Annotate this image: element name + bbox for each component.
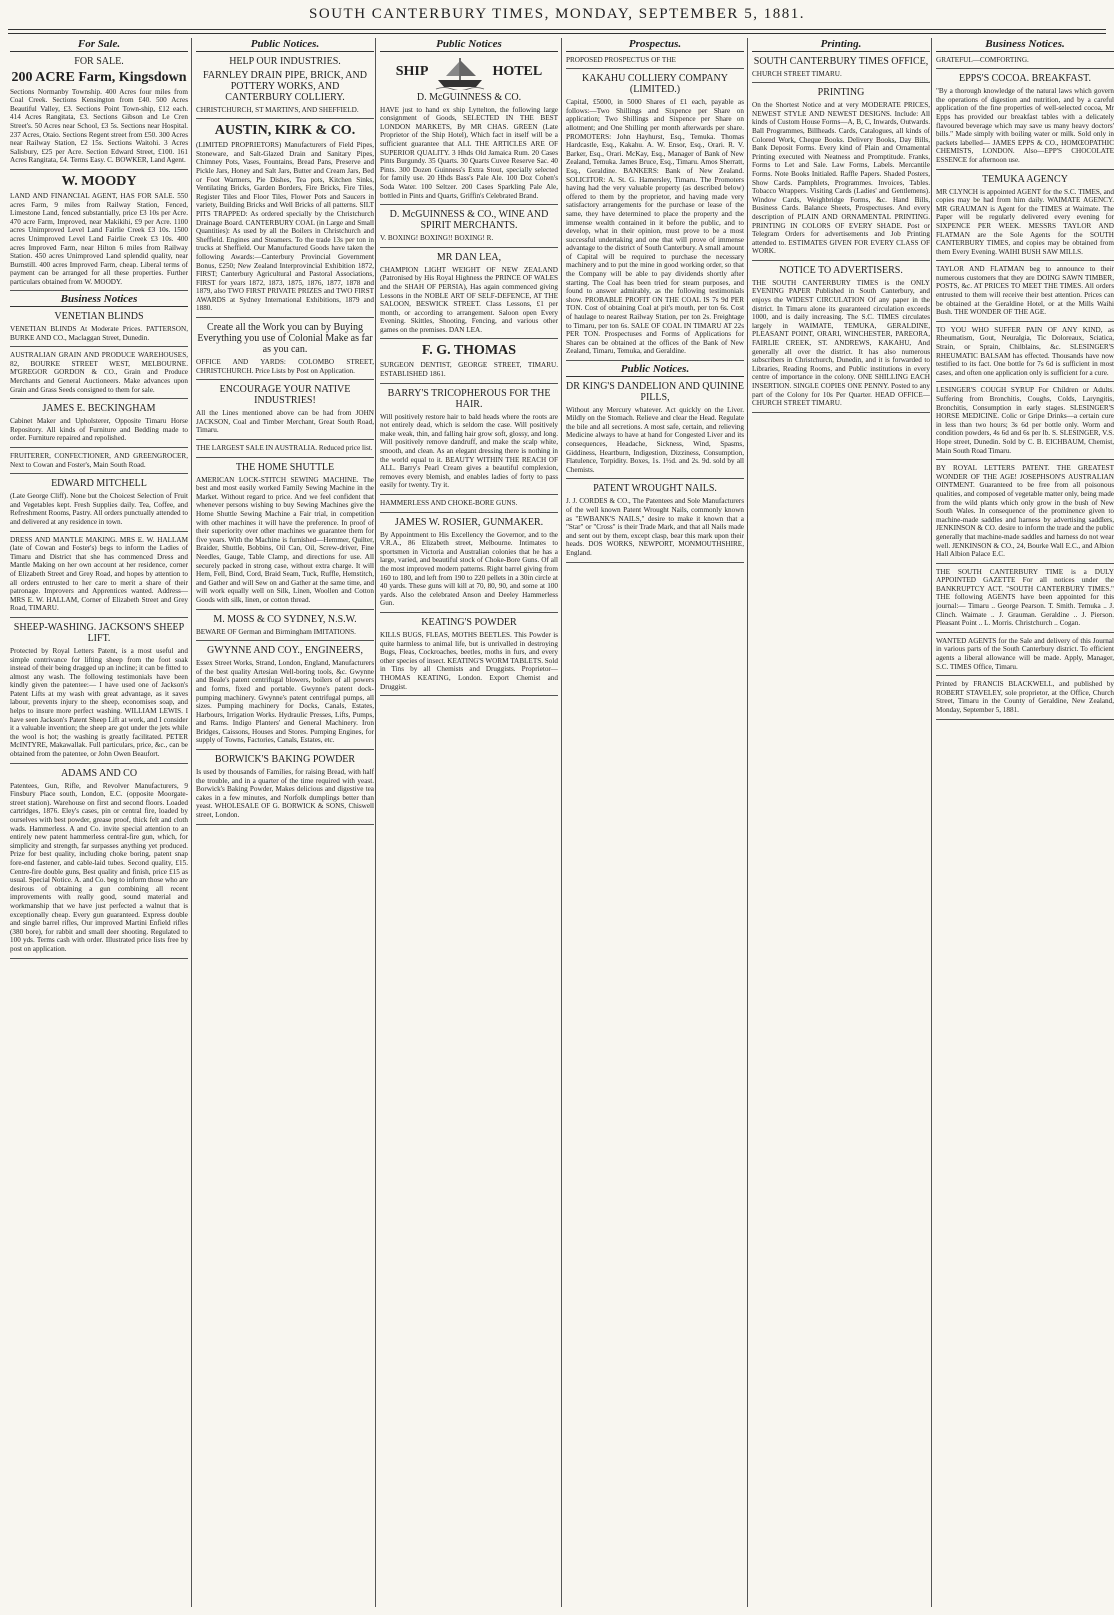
ad-divider — [196, 379, 374, 380]
advertisement-title: 200 ACRE Farm, Kingsdown — [11, 69, 187, 85]
advertisement-text: PROPOSED PROSPECTUS OF THE — [566, 55, 676, 64]
ad-divider — [380, 512, 558, 513]
advertisement-title: GWYNNE AND COY., ENGINEERS, — [207, 645, 363, 657]
advertisement-title: BARRY'S TRICOPHEROUS FOR THE HAIR. — [387, 387, 551, 410]
ad-divider — [936, 675, 1114, 676]
ad-divider — [380, 383, 558, 384]
advertisement-text: By Appointment to His Excellency the Governor, and to the V.R.A., 86 Elizabeth street, Melbourne. Intimates to sportsmen in Victoria and Australian colonies that he has a large, varied, and beautiful stock of Choke-Bore Guns. Of all the most improved modern patterns. Right barrel giving from 160 to 180, and left from 190 to 220 pellets in a 30in circle at 40 yards. These guns will kill at 70, 80, 90, and some at 100 yards. Also the celebrated Anson and Deeley Hammerless Gun. — [380, 530, 558, 608]
advertisement-title: PRINTING — [817, 87, 865, 99]
ad-divider — [10, 763, 188, 764]
advertisement-title: JAMES W. ROSIER, GUNMAKER. — [394, 516, 544, 528]
ad-divider — [752, 412, 930, 413]
ad-divider — [196, 118, 374, 119]
ad-divider — [196, 439, 374, 440]
ad-divider — [936, 719, 1114, 720]
advertisement-text: GRATEFUL—COMFORTING. — [936, 55, 1029, 64]
ad-divider — [10, 346, 188, 347]
advertisement-title: PATENT WROUGHT NAILS. — [593, 483, 717, 495]
ad-divider — [566, 360, 744, 361]
advertisement-text: Is used by thousands of Families, for raising Bread, with half the trouble, and in a quarter of the time required with yeast. Borwick's Baking Powder, Makes delicious and digestive tea cakes in a few minutes, and Norfolk dumplings better than yeast. WHOLESALE OF G. BORWICK & SONS, Chiswell street, London. — [196, 768, 374, 820]
ad-divider — [566, 478, 744, 479]
advertisement-text: AUSTRALIAN GRAIN AND PRODUCE WAREHOUSES, 82, BOURKE STREET WEST, MELBOURNE. M'GREGOR GORDON & CO., Grain and Produce Merchants and General Auctioneers. Make advances upon Grain and Grass Seeds consigned to them for sale. — [10, 351, 188, 394]
advertisement-text: Cabinet Maker and Upholsterer, Opposite Timaru Horse Repository. All kinds of Furniture and Bedding made to order. Furniture repaired and repolished. — [10, 417, 188, 443]
advertisement-text: DRESS AND MANTLE MAKING. MRS E. W. HALLAM (late of Cowan and Foster's) begs to inform the Ladies of Timaru and District that she has commenced Dress and Mantle Making on her own account at her residence, corner of Elizabeth Street and Grey Road, and hopes by attention to all orders entrusted to her care to merit a share of their patronage. Improvers and Apprentices wanted. Address— MRS E. W. HALLAM, Corner of Elizabeth Street and Grey Road, TIMARU. — [10, 535, 188, 613]
advertisement-text: VENETIAN BLINDS At Moderate Prices. PATTERSON, BURKE AND CO., Maclaggan Street, Dunedin. — [10, 325, 188, 342]
ad-divider — [10, 447, 188, 448]
advertisement-text: MR CLYNCH is appointed AGENT for the S.C. TIMES, and copies may be had from him daily. WAIMATE AGENCY. MR GRAUMAN is Agent for the TIMES at Waimate. The Paper will be regularly delivered every evening for SIXPENCE PER WEEK. MESSRS TAYLOR AND FLATMAN are the Sole Agents for the SOUTH CANTERBURY TIMES, and copies may be obtained from them Every Evening. WAIHI BUSH SAW MILLS. — [936, 187, 1114, 256]
ad-divider — [936, 169, 1114, 170]
column-divider — [375, 38, 376, 1607]
column-divider — [561, 38, 562, 1607]
advertisement-text: Without any Mercury whatever. Act quickly on the Liver. Mildly on the Stomach. Relieve and clear the Head. Regulate the bile and all secretions. A most safe, certain, and relieving Medicine always to have at hand for Congested Liver and its consequences, Headache, Sickness, Wind, Spasms, Giddiness, Heartburn, Indigestion, Dizziness, Consumption, Flatulence, Torpidity. Boxes, 1s. 1½d. and 2s. 9d. sold by all Chemists. — [566, 405, 744, 474]
advertisement-title: EPPS'S COCOA. BREAKFAST. — [958, 73, 1092, 85]
masthead-rule — [8, 29, 1106, 30]
advertisement-title: NOTICE TO ADVERTISERS. — [779, 264, 903, 276]
advertisement-text: All the Lines mentioned above can be had from JOHN JACKSON, Coal and Timber Merchant, Great South Road, Timaru. — [196, 409, 374, 435]
section-heading: Business Notices — [10, 295, 188, 307]
ship-icon — [434, 56, 486, 90]
column-2 — [196, 40, 374, 1608]
advertisement-text: TO YOU WHO SUFFER PAIN OF ANY KIND, as Rheumatism, Gout, Neuralgia, Tic Doloreaux, Sciatica, Strain, or Sprain, Chilblains, &c. SLESINGER'S RHEUMATIC BALSAM has effected. Thousands have now testified to its fact. One bottle for 7s 6d is sufficient in most cases, and often one application only is sufficient for a cure. — [936, 325, 1114, 377]
advertisement-title: JAMES E. BECKINGHAM — [42, 403, 156, 415]
column-heading: Printing. — [752, 40, 930, 52]
ad-divider — [566, 562, 744, 563]
ad-divider — [380, 494, 558, 495]
masthead: SOUTH CANTERBURY TIMES, MONDAY, SEPTEMBER 5, 1881. — [309, 6, 805, 22]
advertisement-title: KAKAHU COLLIERY COMPANY (LIMITED.) — [582, 73, 728, 96]
ad-divider — [196, 824, 374, 825]
advertisement-title: W. MOODY — [61, 173, 137, 189]
advertisement-title: MR DAN LEA, — [436, 251, 502, 263]
section-heading: Public Notices. — [566, 365, 744, 377]
ad-divider — [936, 563, 1114, 564]
ad-divider — [10, 473, 188, 474]
advertisement-text: FRUITERER, CONFECTIONER, AND GREENGROCER, Next to Cowan and Foster's, Main South Road. — [10, 452, 188, 469]
advertisement-text: THE SOUTH CANTERBURY TIMES is the ONLY EVENING PAPER Published in South Canterbury, and enjoys the WIDEST CIRCULATION Of any paper in the district. In Timaru alone its guaranteed circulation exceeds 1000, and is daily increasing. The S.C. TIMES circulates largely in WAIMATE, TEMUKA, GERALDINE, PLEASANT POINT, ORARI, WINCHESTER, PAREORA, FAIRLIE CREEK, ST. ANDREWS, KAKAHU, And generally all over the district. It has also numerous subscribers in Christchurch, Dunedin, and it is forwarded to Libraries, Reading Rooms, and Public institutions in every centre of importance in the colony. ONE SHILLING EACH INSERTION. SINGLE COPIES ONE PENNY. Posted to any part of the Colony for 10s Per Quarter. HEAD OFFICE— CHURCH STREET TIMARU. — [752, 278, 930, 408]
advertisement-title: M. MOSS & CO SYDNEY, N.S.W. — [213, 613, 357, 625]
advertisement-text: CHRISTCHURCH, ST MARTIN'S, AND SHEFFIELD. — [196, 105, 359, 114]
ad-divider — [10, 958, 188, 959]
advertisement-text: Capital, £5000, in 5000 Shares of £1 each, payable as follows:—Two Shillings and Sixpence per Share on application; Two Shillings and Sixpence per Share on allotment; and One Shilling per month afterwards per share. PROMOTERS: John Hayhurst, Esq., Temuka. Thomas Hardcastle, Esq., Kakahu. A. W. Ensor, Esq., Orari. R. V. Barker, Esq., Orari. McKay, Esq., Manager of Bank of New Zealand, Temuka. James Bruce, Esq., Timaru. Amos Sherratt, Esq., Geraldine. BANKERS: Bank of New Zealand. SOLICITOR: A. St. G. Hamersley, Timaru. The Promoters having had the very valuable property (as described below) offered to them by the proprietor, and having made very satisfactory arrangements for the purchase or lease of the same, they have determined to place the property and the immense wealth contained in it before the public, and to develop, what in their opinion, must prove to be a most successful undertaking and one that will prove of immense advantage to the district of South Canterbury. A small amount of Capital will be required to purchase the necessary machinery and to put the mine in good working order, so that the Company will be able to pay dividends shortly after starting. The Coal has been tried for steam purposes, and found to answer admirably, as the following testimonials show. PROBABLE PROFIT ON THE COAL IS 7s 9d PER TON. Cost of obtaining Coal at pit's mouth, per ton 6s. Cost of haulage to nearest Railway Station, per ton 2s. Freightage to Timaru, per ton 6s. SALE OF COAL IN TIMARU AT 22s PER TON. Prospectuses and Forms of Applications for Shares can be obtained at the offices of the Bank of New Zealand, Timaru, Temuka, and Geraldine. — [566, 98, 744, 356]
column-6 — [936, 40, 1114, 1608]
ad-divider — [380, 204, 558, 205]
ad-divider — [936, 321, 1114, 322]
column-divider — [191, 38, 192, 1607]
ad-divider — [196, 749, 374, 750]
advertisement-text: BEWARE OF German and Birmingham IMITATIONS. — [196, 627, 356, 636]
ad-divider — [10, 169, 188, 170]
advertisement-text: On the Shortest Notice and at very MODERATE PRICES, NEWEST STYLE AND NEWEST DESIGNS. Include: All kinds of Custom House Forms—A, B, C, Inwards, Outwards. Ball Programmes, Billheads. Cards, Catalogues, all kinds of Colored Work, Cheque Books. Delivery Books, Day Bills, Bank Deposit Forms. Every kind of Plain and Ornamental Printing executed with Neatness and Promptitude. Franks, Forms to Let and Sale. Law Forms, Labels. Mercantile Forms. Note Books Initialed. Raffle Papers. Shaded Posters, Show Cards. Pamphlets, Programmes. Invoices, Tables. Tobacco Wrappers. Visiting Cards (Ladies' and Gentlemens). Window Cards, Weighbridge Forms, &c. Hand Bills, Business Cards. Balance Sheets, Prospectuses. And every description of PLAIN AND ORNAMENTAL PRINTING. PRINTING IN COLORS OF EVERY SHADE. Post or Telegram Orders for advertisements and Job Printing attended to. ESTIMATES GIVEN FOR EVERY CLASS OF WORK. — [752, 101, 930, 256]
advertisement-title: Create all the Work you can by Buying Everything you use of Colonial Make as far as you can. — [197, 322, 373, 356]
advertisement-text: Will positively restore hair to bald heads where the roots are not entirely dead, which is seldom the case. Will positively make weak, thin, and falling hair grow soft, glossy, and long. Will positively remove dandruff, and make the scalp white, smooth, and clean. As an elegant dressing there is nothing in the world equal to it. BEAUTY WITHIN THE REACH OF ALL. Barry's Pearl Cream gives a beautiful complexion, removes every blemish, and enables ladies of forty to pass easily for twenty. Try it. — [380, 412, 558, 490]
advertisement-title: DR KING'S DANDELION AND QUININE PILLS, — [566, 380, 744, 403]
advertisement-text: Sections Normanby Township. 400 Acres four miles from Coal Creek. Sections Kensington from £40. 500 Acres Beautiful Valley, £3. Sections Point Town-ship, £12 each. 414 Acres Rangitata, £3. Sections Gibson and Le Cren Street's. 50 Acres near School, £3 5s. Sections near Hospital. 237 Acres, Otaio. Sections Regent street from £50. 300 Acres near Railway Station, £2 15s. Sections Waitohi. 3 Acres Salisbury, £25 per Acre. Section Edward Street, £100. 161 Acres Rangitata, £4. Terms Easy. C. BOWKER, Land Agent. — [10, 87, 188, 165]
advertisement-text: AMERICAN LOCK-STITCH SEWING MACHINE. The best and most easily worked Family Sewing Machine in the Market. Without regard to price. And we feel confident that whenever persons wishing to buy Sewing Machines give the Home Shuttle Sewing Machine a Fair trial, in competition with other machines it will have the preference. In proof of their superiority over other machines we guarantee them for five years. With the Machine is furnished—Hemmer, Quilter, Braider, Shuttle, Bobbins, Oil Can, Oil, Screw-driver, Fine Needles, Gauge, Table Clamp, and directions for use. All securely packed in strong case, without extra charge. It will Hem, Fell, Bind, Cord, Braid Seam, Tuck, Ruffle, Hemstitch, and Gather and will Sew on and Gather at the same time, and will work equally well on Silk, Linen, Woollen and Cotton Goods with silk, linen, or cotton thread. — [196, 475, 374, 604]
ship-hotel-header — [380, 56, 558, 90]
ad-divider — [196, 317, 374, 318]
advertisement-title: F. G. THOMAS — [421, 343, 517, 359]
advertisement-title: AUSTIN, KIRK & CO. — [214, 123, 356, 139]
column-divider — [931, 38, 932, 1607]
advertisement-title: ADAMS AND CO — [60, 767, 138, 779]
ship-hotel-word: HOTEL — [492, 64, 543, 80]
ad-divider — [380, 695, 558, 696]
advertisement-text: LESINGER'S COUGH SYRUP For Children or Adults. Suffering from Bronchitis, Coughs, Colds, Laryngitis, Bronchitis, Consumption in early stages. SLESINGER'S HORSE MEDICINE. Colic or Gripe Drinks—a certain cure in less than two hours; 3s 6d per bottle only. Worm and condition powders, 4s 6d and 6s per lb. S. SLESINGER, V.S. Hope street, Dunedin. Sold by C. B. EICHBAUM, Chemist, Main South Road Timaru. — [936, 386, 1114, 455]
ad-divider — [196, 640, 374, 641]
ad-divider — [936, 632, 1114, 633]
advertisement-title: D. McGUINNESS & CO. — [416, 91, 522, 103]
advertisement-text: WANTED AGENTS for the Sale and delivery of this Journal in various parts of the South Canterbury district. To efficient agents a liberal allowance will be made. Apply, Manager, S.C. TIMES Office, Timaru. — [936, 636, 1114, 671]
ad-divider — [752, 82, 930, 83]
advertisement-title: D. McGUINNESS & CO., WINE AND SPIRIT MERCHANTS. — [389, 209, 549, 232]
column-divider — [747, 38, 748, 1607]
advertisement-text: J. J. CORDES & CO., The Patentees and Sole Manufacturers of the well known Patent Wrought Nails, commonly known as "EWBANK'S NAILS," desire to make it known that a "Star" or "Cross" is their Trade Mark, and that all Nails made and sent out by them, except clasp, bear this mark upon their heads. DOS WORKS, NEWPORT, MONMOUTHSHIRE, England. — [566, 497, 744, 557]
ad-divider — [10, 398, 188, 399]
advertisement-title: EDWARD MITCHELL — [51, 478, 147, 490]
ad-divider — [566, 68, 744, 69]
advertisement-text: Protected by Royal Letters Patent, is a most useful and simple contrivance for lifting sheep from the foot soak instead of their being dragged up an incline; it can be fitted to almost any wash. The following testimonials have been kindly given the patentee:— I have used one of Jackson's Patent Lifts at my wash with great advantage, as it saves labour, prevents injury to the sheep, economises soap, and helps to insure more perfect washing. WILLIAM LEWIS. I have seen Jackson's Patent Sheep Lift at work, and I consider it a valuable invention; the sheep are got under the jets while the wool is hot; the washing is greatly facilitated. PETER McINTYRE, Makawallak. Full particulars, price, &c., can be obtained from the patentee, or John Owen Beaufort. — [10, 646, 188, 759]
ad-divider — [936, 459, 1114, 460]
column-3 — [380, 40, 558, 1608]
ad-divider — [196, 457, 374, 458]
advertisement-title: SHEEP-WASHING. JACKSON'S SHEEP LIFT. — [13, 621, 185, 644]
advertisement-text: "By a thorough knowledge of the natural laws which govern the operations of digestion and nutrition, and by a careful application of the fine properties of well-selected cocoa, Mr Epps has provided our breakfast tables with a delicately flavoured beverage which may save us many heavy doctors' bills." Made simply with boiling water or milk. Sold only in packets labelled— JAMES EPPS & CO., HOMŒOPATHIC CHEMISTS, LONDON. Also—EPP'S CHOCOLATE ESSENCE for afternoon use. — [936, 87, 1114, 164]
column-4 — [566, 40, 744, 1608]
advertisement-text: HAVE just to hand ex ship Lyttelton, the following large consignment of Goods, SELECTED IN THE BEST LONDON MARKETS, By MR CHAS. GREEN (Late Proprietor of the Ship Hotel), Which fact in itself will be a sufficient guarantee that ALL THE ARTICLES ARE OF SUPERIOR QUALITY. 3 Hhds Old Jamaica Rum. 20 Cases Pints Burgundy. 35 Quarts. 30 Quarts Cuvee Reserve Sac. 40 Pints. 300 Dozen Guinness's Extra Stout, specially selected for family use. 20 Hhds Bass's Pale Ale. 100 Doz Cohen's Soda Water. 100 Seltzer. 200 Cases Sparkling Pale Ale, bottled in Pints and Quarts, Griffin's Celebrated Brand. — [380, 105, 558, 200]
ad-divider — [10, 531, 188, 532]
advertisement-text: THE SOUTH CANTERBURY TIME is a DULY APPOINTED GAZETTE For all notices under the BANKRUPTCY ACT. "SOUTH CANTERBURY TIMES." THE following AGENTS have been appointed for this journal:— Timaru .. George Pearson. T. Smith. Temuka .. J. Clinch. Waimate .. J. Grauman. Geraldine .. J. Pierson. Pleasant Point .. L. Morris. Christchurch .. Cogan. — [936, 567, 1114, 628]
masthead-rule-lower — [8, 33, 1106, 34]
ad-divider — [936, 68, 1114, 69]
column-heading: Public Notices. — [196, 40, 374, 52]
ad-divider — [10, 617, 188, 618]
advertisement-text: KILLS BUGS, FLEAS, MOTHS BEETLES. This Powder is quite harmless to animal life, but is unrivalled in destroying Bugs, Fleas, Cockroaches, beetles, moths in furs, and every other species of insect. KEATING'S WORM TABLETS. Sold in Tins by all Chemists and Druggists. Proprietor— THOMAS KEATING, London. Export Chemist and Druggist. — [380, 630, 558, 691]
column-5 — [752, 40, 930, 1608]
advertisement-title: FOR SALE. — [74, 55, 124, 67]
advertisement-title: FARNLEY DRAIN PIPE, BRICK, AND POTTERY WORKS, AND CANTERBURY COLLIERY. — [203, 69, 367, 103]
advertisement-text: SURGEON DENTIST, GEORGE STREET, TIMARU. ESTABLISHED 1861. — [380, 361, 558, 379]
advertisement-title: VENETIAN BLINDS — [54, 311, 144, 323]
advertisement-text: V. BOXING! BOXING!! BOXING! R. — [380, 234, 494, 243]
ad-divider — [10, 290, 188, 291]
advertisement-text: Patentees, Gun, Rifle, and Revolver Manufacturers, 9 Finsbury Place south, London, E.C. (opposite Moorgate-street station). Warehouse on first and second floors. Loaded cartridges, 1876. Eley's cases, pin or central fire, loaded by ourselves with best powder, grease proof, thick felt and cloth wads. Hammerless. A and Co. invite special attention to an entirely new patent hammerless central-fire gun, which, for simplicity and strength, far surpasses anything yet produced. Prize for best quality, including choke boring, patent snap fore-end fastener, and cable-laid tubes. Second quality, £15. Centre-fire double guns, Best quality and finish, price £15 as usual. Special Notice. A. and Co. beg to inform those who are desirous of obtaining a gun combining all recent improvements with really good, sound material and workmanship that we have just perfected a walnut that is exceptionally cheap. Every gun guaranteed. Express double and single barrel rifles, Our improved Martini Enfield rifles (380 bore), for rabbit and small deer shooting. Regulated to 100 yds. Terms cash with order. Illustrated price lists free by post on application. — [10, 781, 188, 953]
ship-hotel-word: SHIP — [395, 64, 429, 80]
advertisement-text: BY ROYAL LETTERS PATENT. THE GREATEST WONDER OF THE AGE! JOSEPHSON'S AUSTRALIAN OINTMENT. Guaranteed to be free from all poisonous qualities, and composed of vegetable matter only, being made from the wild plants which only grow in the bush of New South Wales. In consequence of the prominence given to machine-made saddles and harness by advertising saddlers, JENKINSON & CO. desire to inform the trade and the public generally that machine-made saddles and harness do not wear well. JENKINSON & CO., 24, Bourke Wall E.C., and Albion Hall Albion Palace E.C. — [936, 464, 1114, 559]
advertisement-title: THE HOME SHUTTLE — [235, 461, 335, 473]
advertisement-title: ENCOURAGE YOUR NATIVE INDUSTRIES! — [219, 384, 351, 407]
advertisement-title: KEATING'S POWDER — [421, 616, 517, 628]
ad-divider — [936, 381, 1114, 382]
advertisement-text: OFFICE AND YARDS: COLOMBO STREET, CHRISTCHURCH. Price Lists by Post on Application. — [196, 358, 374, 375]
advertisement-text: CHAMPION LIGHT WEIGHT OF NEW ZEALAND (Patronised by His Royal Highness the PRINCE OF WALES and the SHAH OF PERSIA), Has again commenced giving Lessons in the NOBLE ART OF SELF-DEFENCE, AT THE SALOON, BESWICK STREET. Class Lessons, £1 per month, or according to arrangement. Saloon open Every Evening. Skittles, Shooting, Fencing, and various other games on the premises. DAN LEA. — [380, 265, 558, 334]
advertisement-text: (LIMITED PROPRIETORS) Manufacturers of Field Pipes, Stoneware, and Salt-Glazed Drain and Sanitary Pipes, Chimney Pots, Vases, Fountains, Bread Pans, Preserve and Pickle Jars, Honey and Salt Jars, Butter and Cream Jars, Bed or Foot Warmers, Pie Dishes, Tea pots, Kitchen Sinks, Ventilating Bricks, Garden Borders, Fire Bricks, Fire Tiles, Register Tiles and Floor Tiles, Flower Pots and Saucers in variety, Building Bricks and Well Bricks of all patterns. SILT PITS TRAPPED: As ordered specially by the Christchurch Drainage Board. CANTERBURY COAL (in Large and Small Quantities): As used by all the Boilers in Christchurch and Sheffield. Engines and Steamers. To the trade 13s per ton in trucks at Sheffield. Our Manufactured Goods have taken the following Awards:—Canterbury Provincial Government Bonus, £250; New Zealand Interprovincial Exhibition 1872, FIRST; Canterbury Agricultural and Pastoral Associations, FIRST for years 1872, 1873, 1875, 1876, 1877, 1878 and 1879, also TWO FIRST PRIVATE PRIZES and TWO FIRST AWARDS at Sydney International Exhibitions, 1879 and 1880. — [196, 141, 374, 313]
advertisement-title: HELP OUR INDUSTRIES. — [229, 55, 341, 67]
advertisement-text: Printed by FRANCIS BLACKWELL, and published by ROBERT STAVELEY, sole proprietor, at the Office, Church Street, Timaru in the County of Geraldine, New Zealand, Monday, September 5, 1881. — [936, 680, 1114, 714]
column-heading: Prospectus. — [566, 40, 744, 52]
advertisement-title: SOUTH CANTERBURY TIMES OFFICE, — [753, 55, 929, 67]
column-heading: Public Notices — [380, 40, 558, 52]
ad-divider — [380, 338, 558, 339]
ad-divider — [380, 247, 558, 248]
advertisement-text: Essex Street Works, Strand, London, England, Manufacturers of the best quality Artesian Well-boring tools, &c. Gwynne and Beale's patent centrifugal blowers, boilers of all powers and forms, fixed and portable. Gwynne's patent dock-pumping machinery. Gwynne's patent centrifugal pumps, all sizes. Pumping machinery for Docks, Canals, Estates, Harbours, Irrigation Works. Hydraulic Presses, Lifts, Pumps, and Rams. Indigo Planters' and General Machinery. Iron Bridges, Caissons, Houses and Stores. Pumping Engines, for supply of Towns, Factories, Canals, Estates, etc. — [196, 659, 374, 745]
advertisement-text: THE LARGEST SALE IN AUSTRALIA. Reduced price list. — [196, 444, 373, 453]
ad-divider — [752, 260, 930, 261]
column-heading: For Sale. — [10, 40, 188, 52]
ad-divider — [380, 612, 558, 613]
ad-divider — [196, 609, 374, 610]
advertisement-text: LAND AND FINANCIAL AGENT, HAS FOR SALE. 550 acres Farm, 9 miles from Railway Station, Fenced, Limestone Land, fenced substantially, price £3 10s per Acre. 470 acre Farm, Improved, near Makikihi, £9 per Acre. 1100 acres Unimproved Level Land Fairlie Creek £3 10s. 1500 acres Unimproved Level Land Fairlie Creek £3 10s. 400 acres Improved Farm, near Hilton 6 miles from Railway Station. 450 acres Unimproved Land splendid quality, near Burnstill. 400 acres Improved Farm, cheap. Liberal terms of payment can be arranged for all these properties. Further particulars obtained from W. MOODY. — [10, 191, 188, 286]
advertisement-title: TEMUKA AGENCY — [982, 173, 1068, 185]
advertisement-title: BORWICK'S BAKING POWDER — [214, 754, 356, 766]
column-heading: Business Notices. — [936, 40, 1114, 52]
advertisement-text: HAMMERLESS AND CHOKE-BORE GUNS. — [380, 499, 518, 507]
advertisement-text: (Late George Cliff). None but the Choicest Selection of Fruit and Vegetables kept. Fresh Supplies daily. Tea, Coffee, and Refreshment Rooms, Pastry. All orders punctually attended to and delivered at any residence in town. — [10, 492, 188, 526]
column-1 — [10, 40, 188, 1608]
advertisement-text: CHURCH STREET TIMARU. — [752, 69, 842, 78]
ad-divider — [936, 260, 1114, 261]
advertisement-text: TAYLOR AND FLATMAN beg to announce to their numerous customers that they are DOING SAWN TIMBER, POSTS, &c. AT PRICES TO MEET THE TIMES. All orders entrusted to them will receive their best attention. Prices can be obtained at the Geraldine Hotel, or at the Mills Waihi Bush. THE WONDER OF THE AGE. — [936, 265, 1114, 317]
